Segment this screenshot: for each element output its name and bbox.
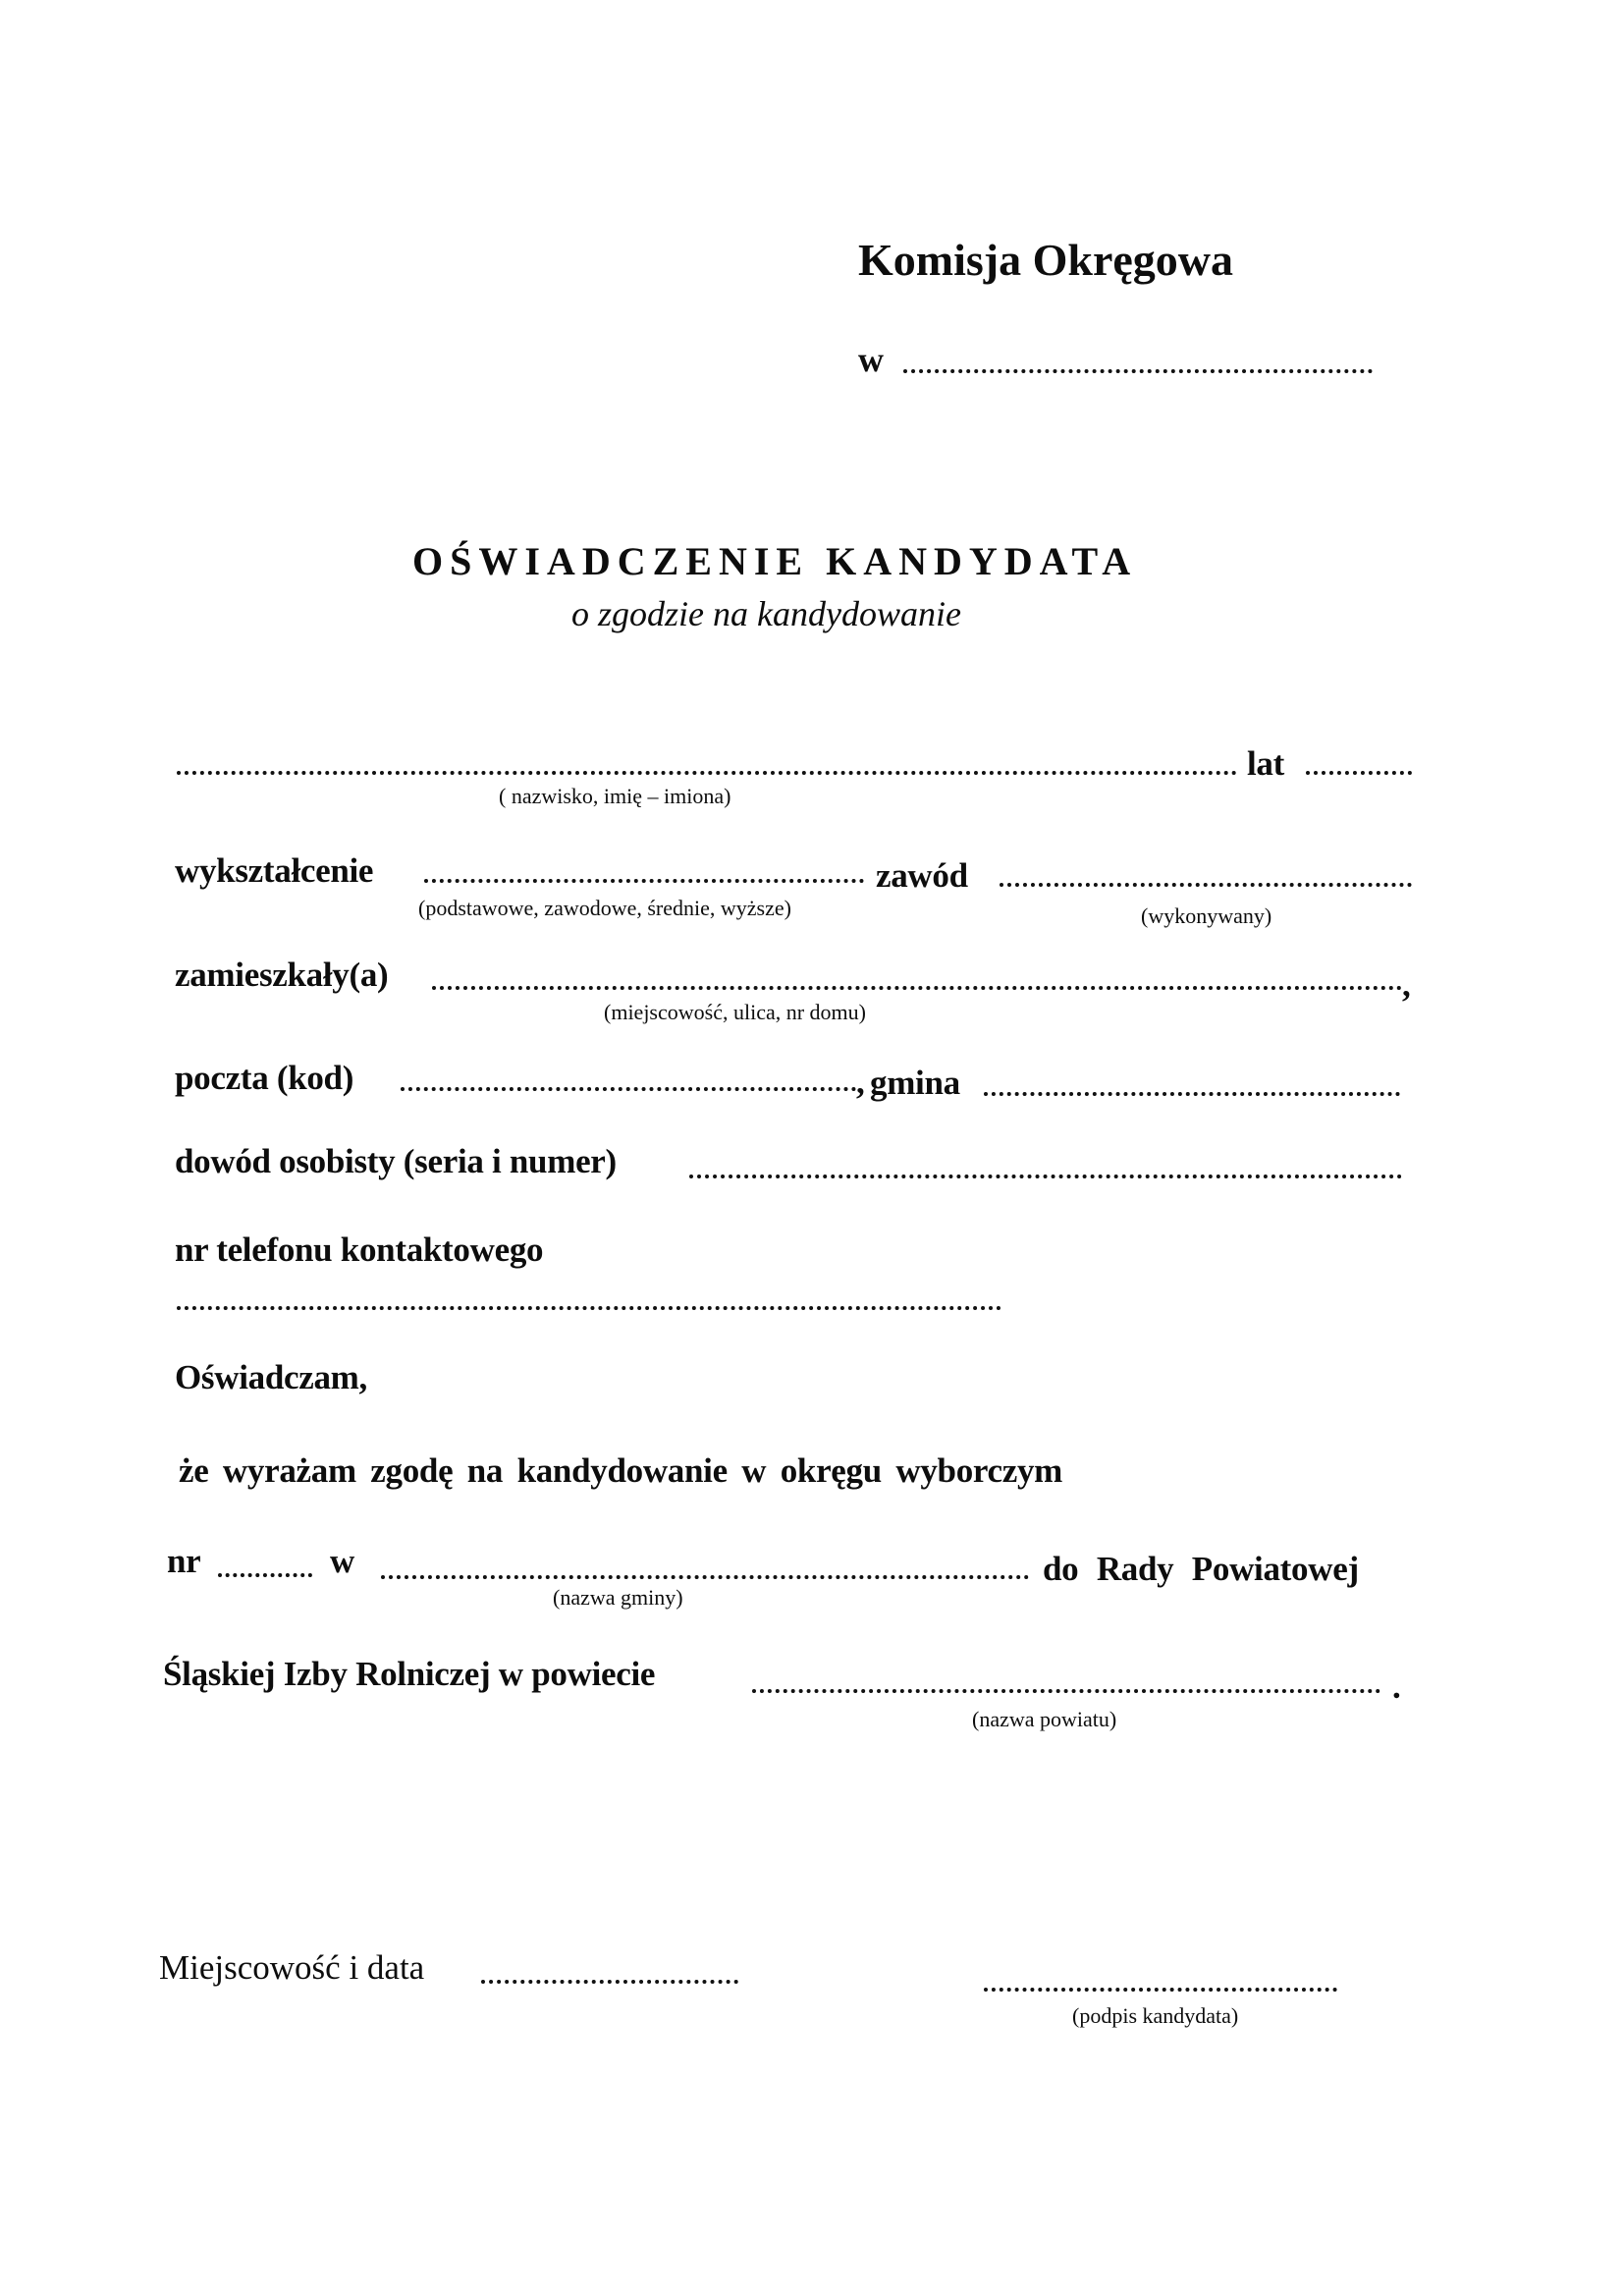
place-date-field[interactable] (481, 1980, 738, 1984)
phone-label: nr telefonu kontaktowego (175, 1230, 544, 1269)
name-field[interactable] (177, 771, 1237, 775)
chamber-label: Śląskiej Izby Rolniczej w powiecie (163, 1655, 656, 1693)
residence-comma: , (1402, 965, 1411, 1004)
residence-label: zamieszkały(a) (175, 956, 389, 994)
profession-hint: (wykonywany) (1141, 903, 1272, 928)
county-name-hint: (nazwa powiatu) (972, 1707, 1117, 1731)
declaration-heading: Oświadczam, (175, 1358, 367, 1396)
county-period: . (1392, 1667, 1401, 1706)
document-subtitle: o zgodzie na kandydowanie (571, 594, 961, 633)
commission-location-field[interactable] (903, 369, 1373, 373)
residence-hint: (miejscowość, ulica, nr domu) (604, 1000, 866, 1024)
district-commune-field[interactable] (381, 1575, 1029, 1579)
residence-field[interactable] (432, 986, 1402, 990)
place-date-label: Miejscowość i data (159, 1948, 425, 1987)
id-card-field[interactable] (689, 1175, 1402, 1178)
commune-label: gmina (870, 1064, 960, 1102)
age-field[interactable] (1306, 771, 1412, 775)
district-number-label: nr (167, 1542, 201, 1580)
post-code-field[interactable] (401, 1087, 856, 1091)
id-card-label: dowód osobisty (seria i numer) (175, 1142, 617, 1180)
district-commune-label: w (330, 1542, 354, 1580)
phone-field[interactable] (177, 1306, 1001, 1310)
commune-name-hint: (nazwa gminy) (553, 1585, 683, 1610)
education-label: wykształcenie (175, 851, 374, 890)
education-hint: (podstawowe, zawodowe, średnie, wyższe) (418, 896, 791, 920)
council-label: do Rady Powiatowej (1043, 1550, 1359, 1588)
signature-field[interactable] (984, 1988, 1337, 1992)
commission-location-label: w (858, 340, 884, 379)
age-label: lat (1247, 744, 1284, 783)
education-field[interactable] (424, 879, 864, 883)
post-code-label: poczta (kod) (175, 1059, 354, 1097)
signature-hint: (podpis kandydata) (1072, 2003, 1239, 2028)
name-hint: ( nazwisko, imię – imiona) (499, 784, 731, 808)
profession-label: zawód (876, 856, 968, 895)
commission-heading: Komisja Okręgowa (858, 235, 1234, 285)
county-field[interactable] (752, 1689, 1380, 1693)
post-code-comma: , (856, 1063, 865, 1101)
declaration-consent-text: że wyrażam zgodę na kandydowanie w okręgu wyborczym (179, 1451, 1063, 1490)
commune-field[interactable] (984, 1092, 1400, 1096)
district-number-field[interactable] (218, 1573, 312, 1577)
document-title: OŚWIADCZENIE KANDYDATA (412, 539, 1138, 583)
profession-field[interactable] (1000, 883, 1412, 887)
